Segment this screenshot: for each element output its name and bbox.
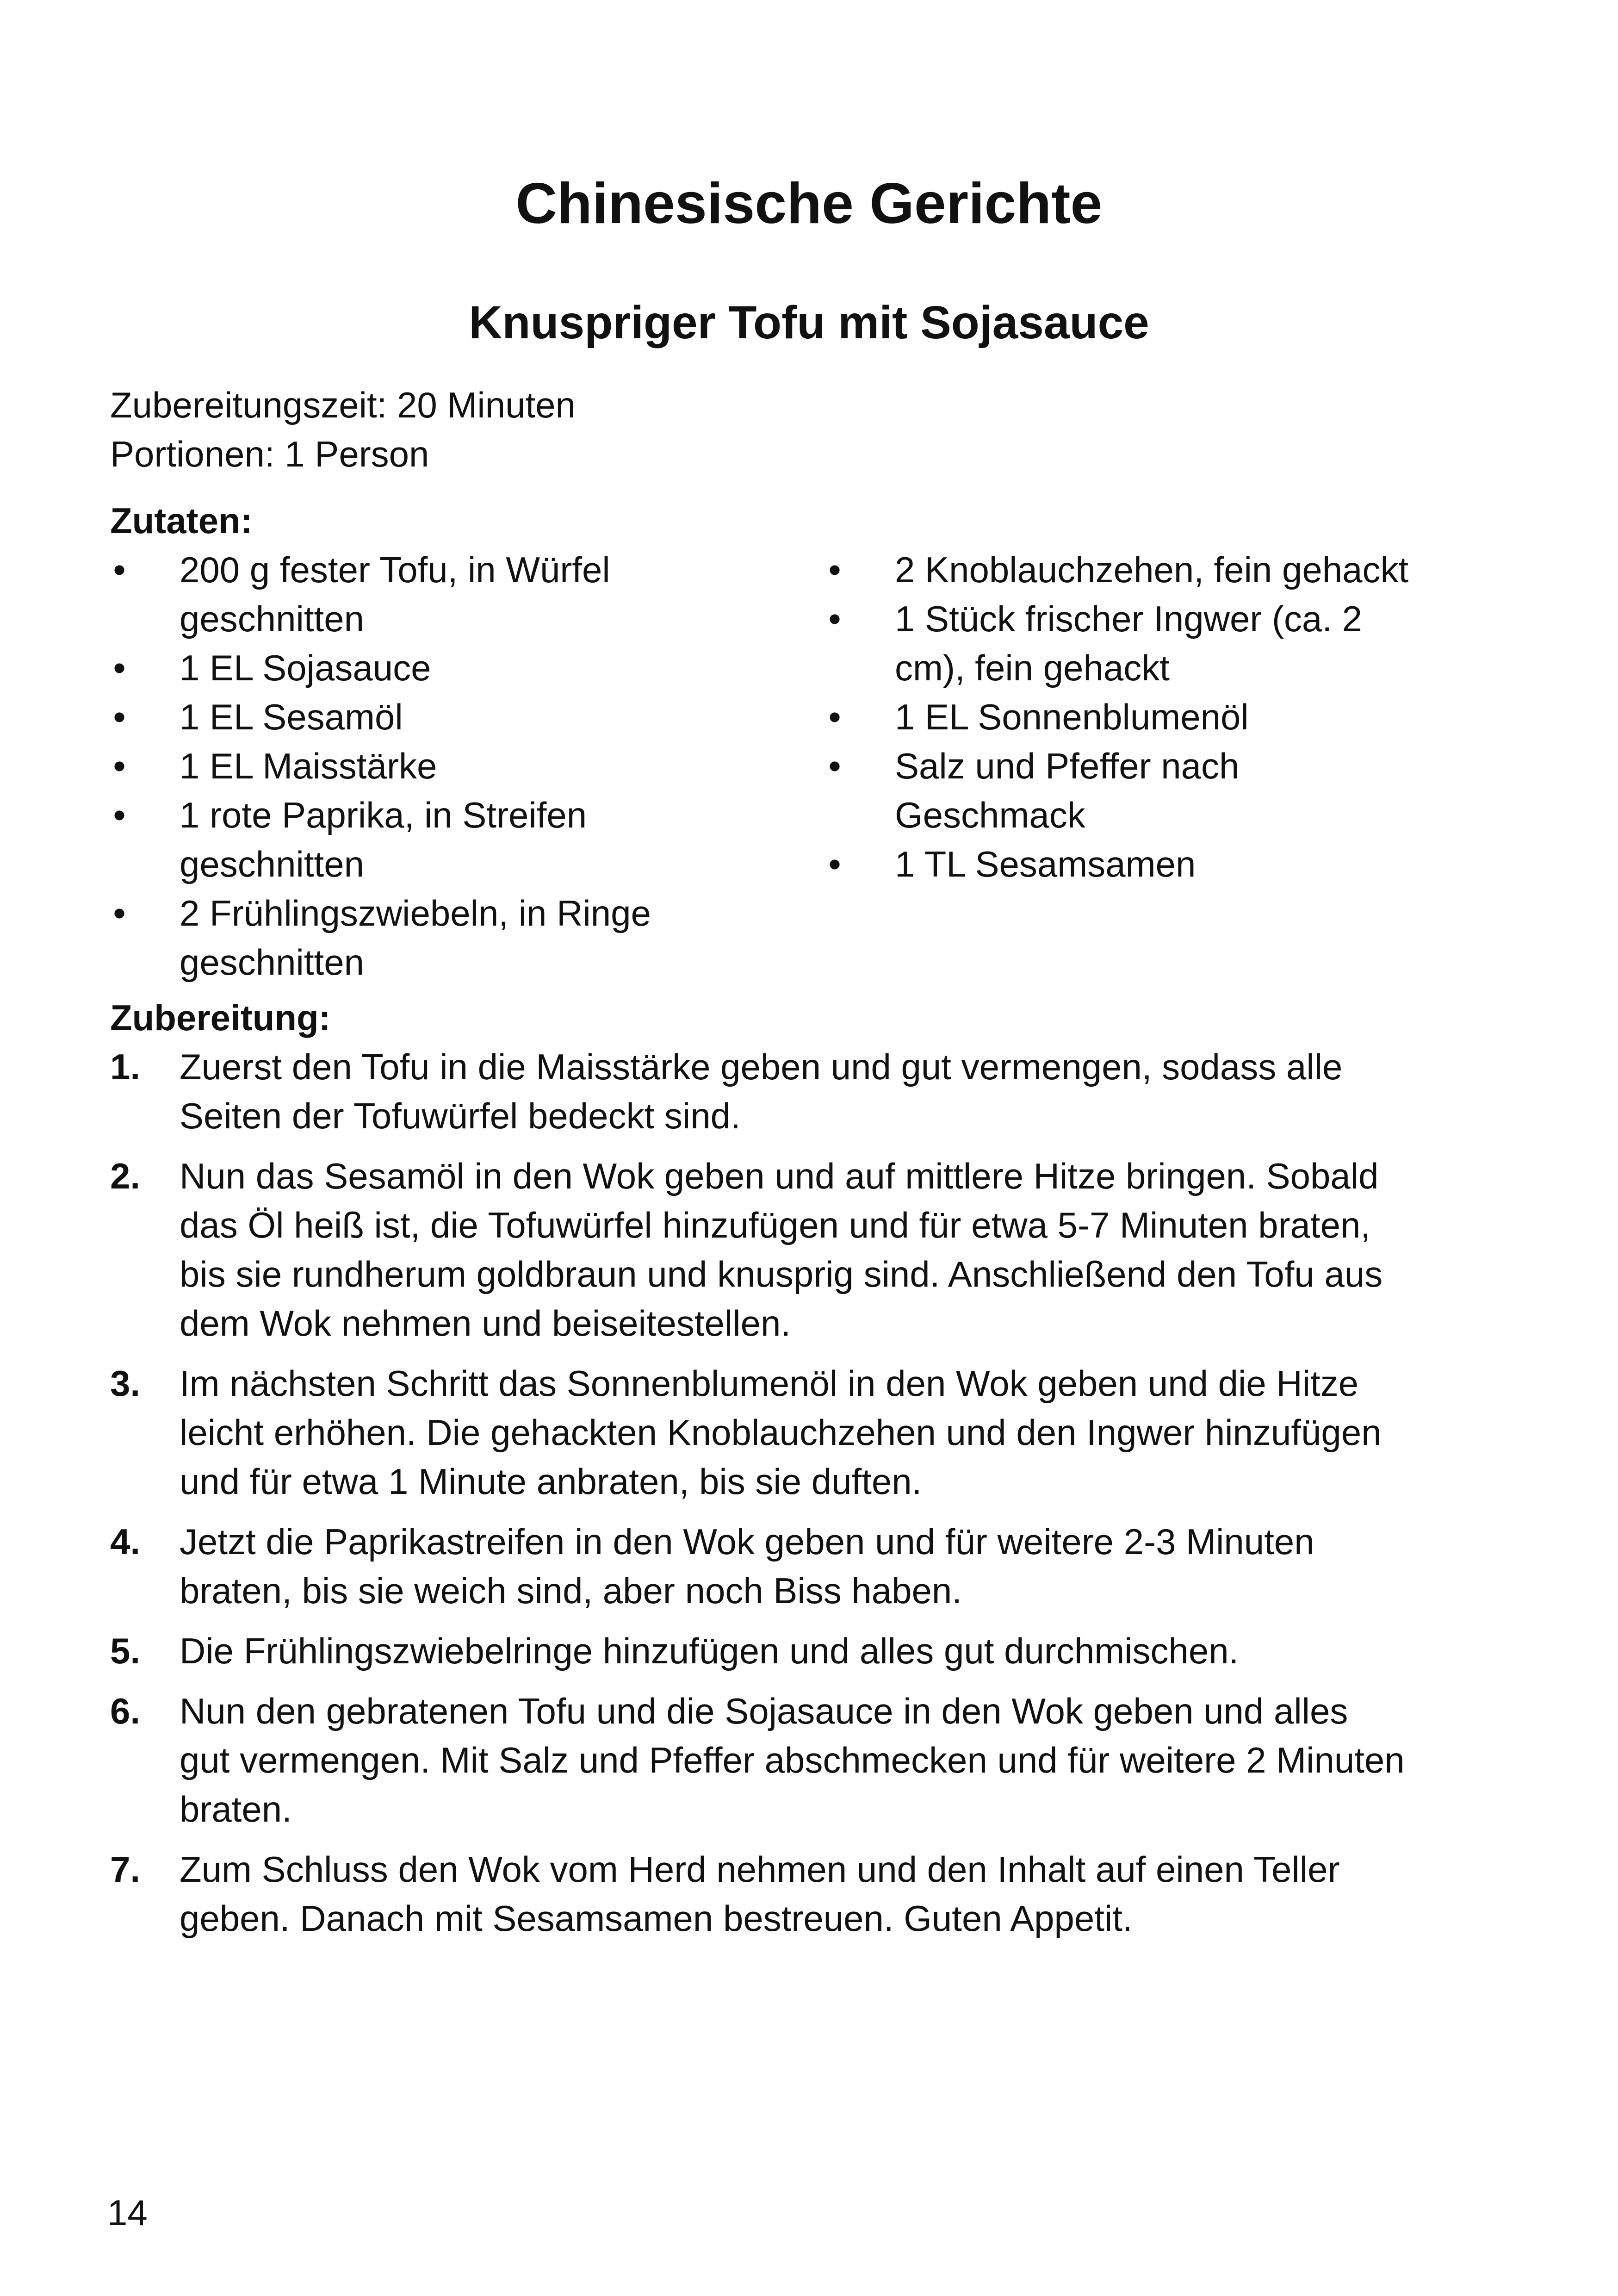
step-item — [110, 1686, 1406, 1834]
bullet-icon: • — [113, 549, 126, 590]
step-text: Nun das Sesamöl in den Wok geben und auf mittlere Hitze bringen. Sobald das Öl heiß ist, die Tofuwürfel hinzufügen und für etwa 5-7 Minuten braten, bis sie rundherum goldbraun und knusprig sind. Anschließend den Tofu aus dem Wok nehmen und beiseitestellen. — [180, 1156, 1383, 1344]
recipe-meta — [110, 380, 576, 479]
step-number: 4. — [110, 1521, 141, 1562]
ingredient-item — [110, 790, 721, 889]
ingredient-text: 1 EL Sesamöl — [180, 697, 403, 737]
step-number: 3. — [110, 1363, 141, 1404]
bullet-icon: • — [828, 598, 841, 639]
ingredient-item — [110, 545, 721, 643]
ingredient-item — [110, 889, 721, 987]
ingredient-text: 1 TL Sesamsamen — [895, 844, 1196, 884]
step-number: 2. — [110, 1156, 141, 1196]
step-number: 5. — [110, 1630, 141, 1671]
ingredient-text: 2 Knoblauchzehen, fein gehackt — [895, 549, 1409, 590]
bullet-icon: • — [828, 746, 841, 786]
ingredient-item — [110, 692, 721, 741]
ingredient-item — [110, 741, 721, 790]
ingredient-item — [825, 741, 1436, 840]
step-text: Die Frühlingszwiebelringe hinzufügen und alles gut durchmischen. — [180, 1630, 1239, 1671]
ingredient-text: 1 EL Sonnenblumenöl — [895, 697, 1249, 737]
ingredient-text: Salz und Pfeffer nach Geschmack — [895, 746, 1240, 835]
bullet-icon: • — [113, 746, 126, 786]
ingredients-heading: Zutaten: — [110, 500, 253, 541]
step-text: Zuerst den Tofu in die Maisstärke geben und gut vermengen, sodass alle Seiten der Tofuwürfel bedeckt sind. — [180, 1046, 1343, 1136]
bullet-icon: • — [828, 549, 841, 590]
step-item — [110, 1359, 1406, 1506]
preparation-steps — [110, 1042, 1406, 1954]
step-item — [110, 1517, 1406, 1615]
ingredient-text: 1 Stück frischer Ingwer (ca. 2 cm), fein gehackt — [895, 598, 1363, 688]
ingredient-item — [825, 840, 1436, 889]
servings: Portionen: 1 Person — [110, 434, 429, 474]
ingredient-text: 200 g fester Tofu, in Würfel geschnitten — [180, 549, 610, 639]
step-text: Im nächsten Schritt das Sonnenblumenöl in den Wok geben und die Hitze leicht erhöhen. Die gehackten Knoblauchzehen und den Ingwer hinzufügen und für etwa 1 Minute anbraten, bis sie duften. — [180, 1363, 1382, 1502]
step-text: Zum Schluss den Wok vom Herd nehmen und den Inhalt auf einen Teller geben. Danach mit Sesamsamen bestreuen. Guten Appetit. — [180, 1849, 1340, 1939]
ingredient-item — [110, 643, 721, 692]
ingredient-item — [825, 545, 1436, 594]
bullet-icon: • — [113, 697, 126, 737]
ingredient-text: 1 EL Sojasauce — [180, 647, 431, 688]
ingredient-text: 2 Frühlingszwiebeln, in Ringe geschnitten — [180, 893, 651, 983]
step-number: 1. — [110, 1046, 141, 1087]
preparation-heading: Zubereitung: — [110, 997, 331, 1038]
ingredient-text: 1 EL Maisstärke — [180, 746, 437, 786]
chapter-title: Chinesische Gerichte — [515, 172, 1103, 236]
bullet-icon: • — [113, 893, 126, 933]
prep-time: Zubereitungszeit: 20 Minuten — [110, 385, 576, 425]
recipe-title: Knuspriger Tofu mit Sojasauce — [469, 297, 1149, 348]
ingredient-text: 1 rote Paprika, in Streifen geschnitten — [180, 795, 587, 884]
ingredient-item — [825, 692, 1436, 741]
ingredients-list-right — [825, 545, 1436, 889]
step-text: Jetzt die Paprikastreifen in den Wok geben und für weitere 2-3 Minuten braten, bis sie weich sind, aber noch Biss haben. — [180, 1521, 1314, 1611]
bullet-icon: • — [113, 795, 126, 835]
ingredients-list-left — [110, 545, 721, 987]
step-number: 7. — [110, 1849, 141, 1890]
step-item — [110, 1626, 1406, 1675]
step-item — [110, 1042, 1406, 1140]
bullet-icon: • — [828, 697, 841, 737]
step-item — [110, 1151, 1406, 1348]
bullet-icon: • — [113, 647, 126, 688]
step-item — [110, 1845, 1406, 1943]
step-text: Nun den gebratenen Tofu und die Sojasauce in den Wok geben und alles gut vermengen. Mit Salz und Pfeffer abschmecken und für weitere 2 Minuten braten. — [180, 1691, 1405, 1829]
ingredient-item — [825, 594, 1436, 692]
step-number: 6. — [110, 1691, 141, 1731]
bullet-icon: • — [828, 844, 841, 884]
page-number: 14 — [107, 2192, 148, 2233]
